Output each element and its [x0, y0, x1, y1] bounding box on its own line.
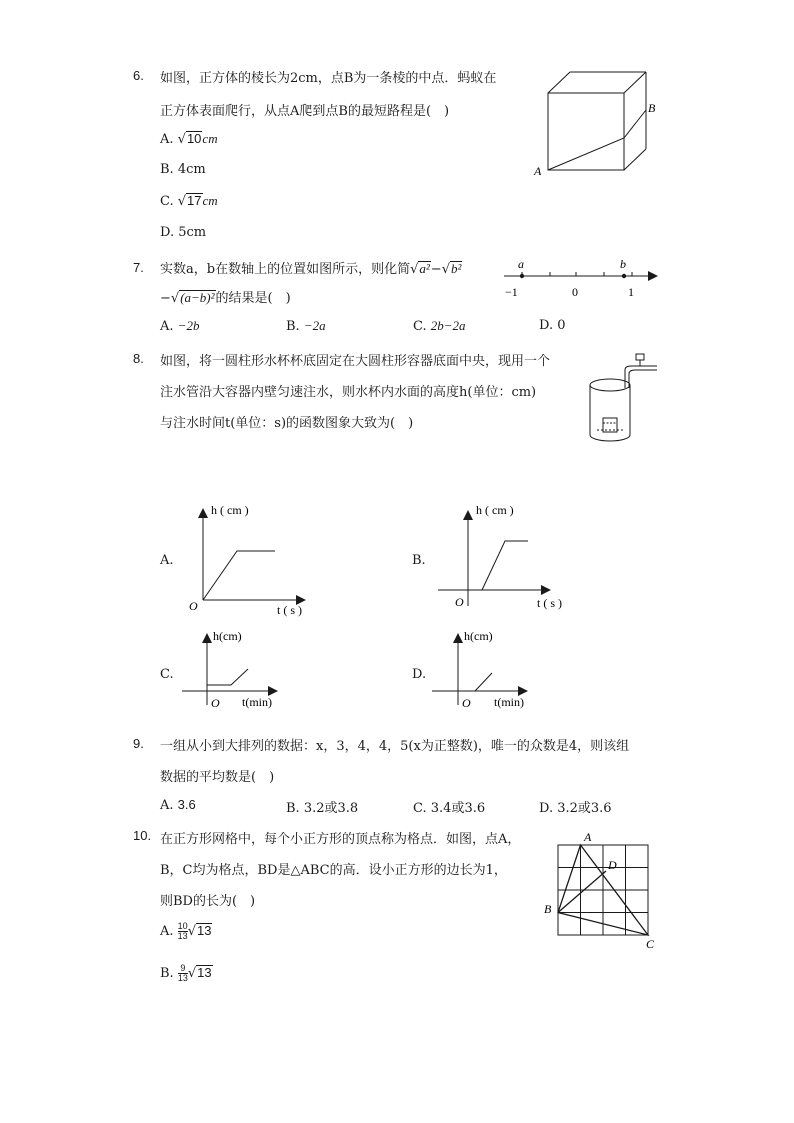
- q8-container-figure: [585, 350, 660, 445]
- option-label: D.: [539, 318, 554, 333]
- fraction: [178, 922, 188, 941]
- radicand-2: b²: [450, 261, 462, 276]
- q7-stem-suffix: 的结果是( ): [215, 291, 291, 306]
- q7-option-c[interactable]: [413, 318, 466, 334]
- option-text: −2a: [303, 318, 326, 333]
- q8-option-d-label[interactable]: D.: [412, 667, 427, 682]
- option-text: −2b: [177, 318, 200, 333]
- numerator: 9: [178, 964, 188, 974]
- q6-option-a[interactable]: A. √10cm: [160, 131, 218, 147]
- point-b-dot: [622, 274, 626, 278]
- q8-option-b-label[interactable]: B.: [412, 553, 426, 568]
- q8-graph-c: [178, 623, 288, 715]
- point-a-label: A: [534, 164, 542, 178]
- radicand: 13: [196, 923, 212, 938]
- option-text: 4cm: [177, 162, 206, 177]
- denominator: 13: [177, 973, 188, 983]
- y-axis-label: h(cm): [464, 629, 493, 643]
- unit: cm: [202, 131, 218, 146]
- fraction: [178, 964, 188, 983]
- q6-stem-line1: 如图，正方体的棱长为2cm，点B为一条棱的中点．蚂蚁在: [160, 71, 497, 86]
- radicand: 10: [186, 131, 202, 146]
- radicand: 13: [197, 965, 212, 980]
- radicand-3: (a−b)²: [180, 290, 215, 305]
- q7-stem-line2: −√(a−b)²的结果是( ): [160, 290, 291, 306]
- y-axis-label: h ( cm ): [211, 503, 249, 517]
- option-label: D.: [539, 801, 554, 816]
- option-label: C.: [160, 194, 174, 209]
- q8-stem-line1: 如图，将一圆柱形水杯杯底固定在大圆柱形容器底面中央，现用一个: [160, 354, 551, 369]
- option-label: C.: [413, 801, 427, 816]
- q10-option-b[interactable]: B. $\frac{9}{13}$ √13: [160, 963, 212, 983]
- radicand: 17: [187, 193, 202, 208]
- tick-0-label: 0: [572, 285, 578, 299]
- q9-option-c[interactable]: [413, 797, 485, 816]
- option-label: A.: [160, 132, 174, 147]
- origin-label: O: [455, 595, 464, 609]
- q7-number-line-figure: [500, 255, 660, 300]
- option-label: A.: [160, 319, 174, 334]
- origin-label: O: [462, 696, 471, 710]
- x-axis-label: t(min): [242, 695, 272, 709]
- q8-graph-b: [430, 500, 570, 625]
- origin-label: O: [211, 696, 220, 710]
- q7-option-a[interactable]: [160, 318, 199, 334]
- q10-grid-figure: [540, 825, 665, 955]
- option-text: 0: [557, 318, 566, 333]
- q10-stem-line3: 则BD的长为( ): [160, 894, 256, 909]
- point-d-label: D: [608, 858, 617, 872]
- denominator: 13: [177, 931, 188, 941]
- q7-stem-minus: −: [160, 291, 171, 306]
- minus-sign: −: [430, 262, 442, 277]
- q7-number: 7.: [133, 260, 144, 275]
- point-a-dot: [520, 274, 524, 278]
- option-label: A.: [160, 798, 174, 813]
- option-label: B.: [160, 162, 174, 177]
- option-text: 3.6: [177, 797, 196, 812]
- q9-stem-line1: 一组从小到大排列的数据：x，3，4，4，5(x为正整数)，唯一的众数是4，则该组: [160, 739, 630, 754]
- q10-option-a[interactable]: A. $\frac{10}{13}$ √13: [160, 921, 212, 941]
- y-axis-label: h ( cm ): [476, 503, 514, 517]
- q6-number: 6.: [133, 68, 144, 83]
- q9-option-b[interactable]: [286, 797, 358, 816]
- q8-option-c-label[interactable]: C.: [160, 667, 174, 682]
- x-axis-label: t(min): [494, 695, 524, 709]
- origin-label: O: [189, 599, 198, 613]
- option-text: 5cm: [178, 225, 207, 240]
- q7-stem-prefix: 实数a，b在数轴上的位置如图所示，则化简: [160, 262, 411, 277]
- q9-option-d[interactable]: [539, 797, 612, 816]
- point-b-label: B: [648, 101, 656, 115]
- option-text: 2b−2a: [430, 318, 466, 333]
- point-a-label: A: [584, 830, 592, 844]
- x-axis-label: t ( s ): [277, 603, 302, 617]
- q8-graph-a: [185, 500, 315, 625]
- q10-stem-line2: B，C均为格点，BD是△ABC的高．设小正方形的边长为1，: [160, 863, 507, 878]
- option-label: A.: [160, 924, 174, 939]
- q10-stem-line1: 在正方形网格中，每个小正方形的顶点称为格点．如图，点A，: [160, 832, 521, 847]
- q8-stem-line3: 与注水时间t(单位：s)的函数图象大致为( ): [160, 416, 414, 431]
- option-text: 3.2或3.6: [557, 801, 612, 816]
- q9-option-a[interactable]: [160, 797, 196, 813]
- q8-option-a-label[interactable]: A.: [160, 553, 174, 568]
- x-axis-label: t ( s ): [537, 596, 562, 610]
- q7-stem-line1: 实数a，b在数轴上的位置如图所示，则化简√a²−√b²: [160, 261, 462, 277]
- q7-option-b[interactable]: [286, 318, 326, 334]
- option-label: B.: [286, 319, 300, 334]
- q6-option-c[interactable]: C. √17cm: [160, 193, 218, 209]
- q6-option-b[interactable]: [160, 162, 206, 177]
- y-axis-label: h(cm): [213, 629, 242, 643]
- q9-number: 9.: [133, 736, 144, 751]
- option-label: D.: [160, 225, 175, 240]
- arrow-head: [648, 271, 658, 281]
- q8-graph-d: [428, 623, 540, 715]
- q8-stem-line2: 注水管沿大容器内壁匀速注水，则水杯内水面的高度h(单位：cm): [160, 385, 537, 400]
- tick-1-label: 1: [628, 285, 634, 299]
- option-text: 3.4或3.6: [430, 801, 486, 816]
- radicand-1: a²: [419, 261, 430, 276]
- option-label: B.: [160, 966, 174, 981]
- point-b-label: b: [620, 257, 626, 271]
- numerator: 10: [177, 921, 188, 931]
- tick-neg1-label: −1: [505, 285, 518, 299]
- option-text: 3.2或3.8: [303, 801, 359, 816]
- q6-cube-figure: [530, 68, 660, 180]
- q6-option-d[interactable]: [160, 225, 206, 240]
- q8-number: 8.: [133, 351, 144, 366]
- point-b-label: B: [544, 902, 552, 916]
- q10-number: 10.: [133, 828, 152, 843]
- point-c-label: C: [646, 937, 655, 951]
- option-label: C.: [413, 319, 427, 334]
- option-label: B.: [286, 801, 300, 816]
- point-a-label: a: [518, 257, 524, 271]
- q9-stem-line2: 数据的平均数是( ): [160, 770, 275, 785]
- q7-option-d[interactable]: [539, 318, 566, 333]
- unit: cm: [202, 193, 218, 208]
- q6-stem-line2: 正方体表面爬行，从点A爬到点B的最短路程是( ): [160, 104, 450, 119]
